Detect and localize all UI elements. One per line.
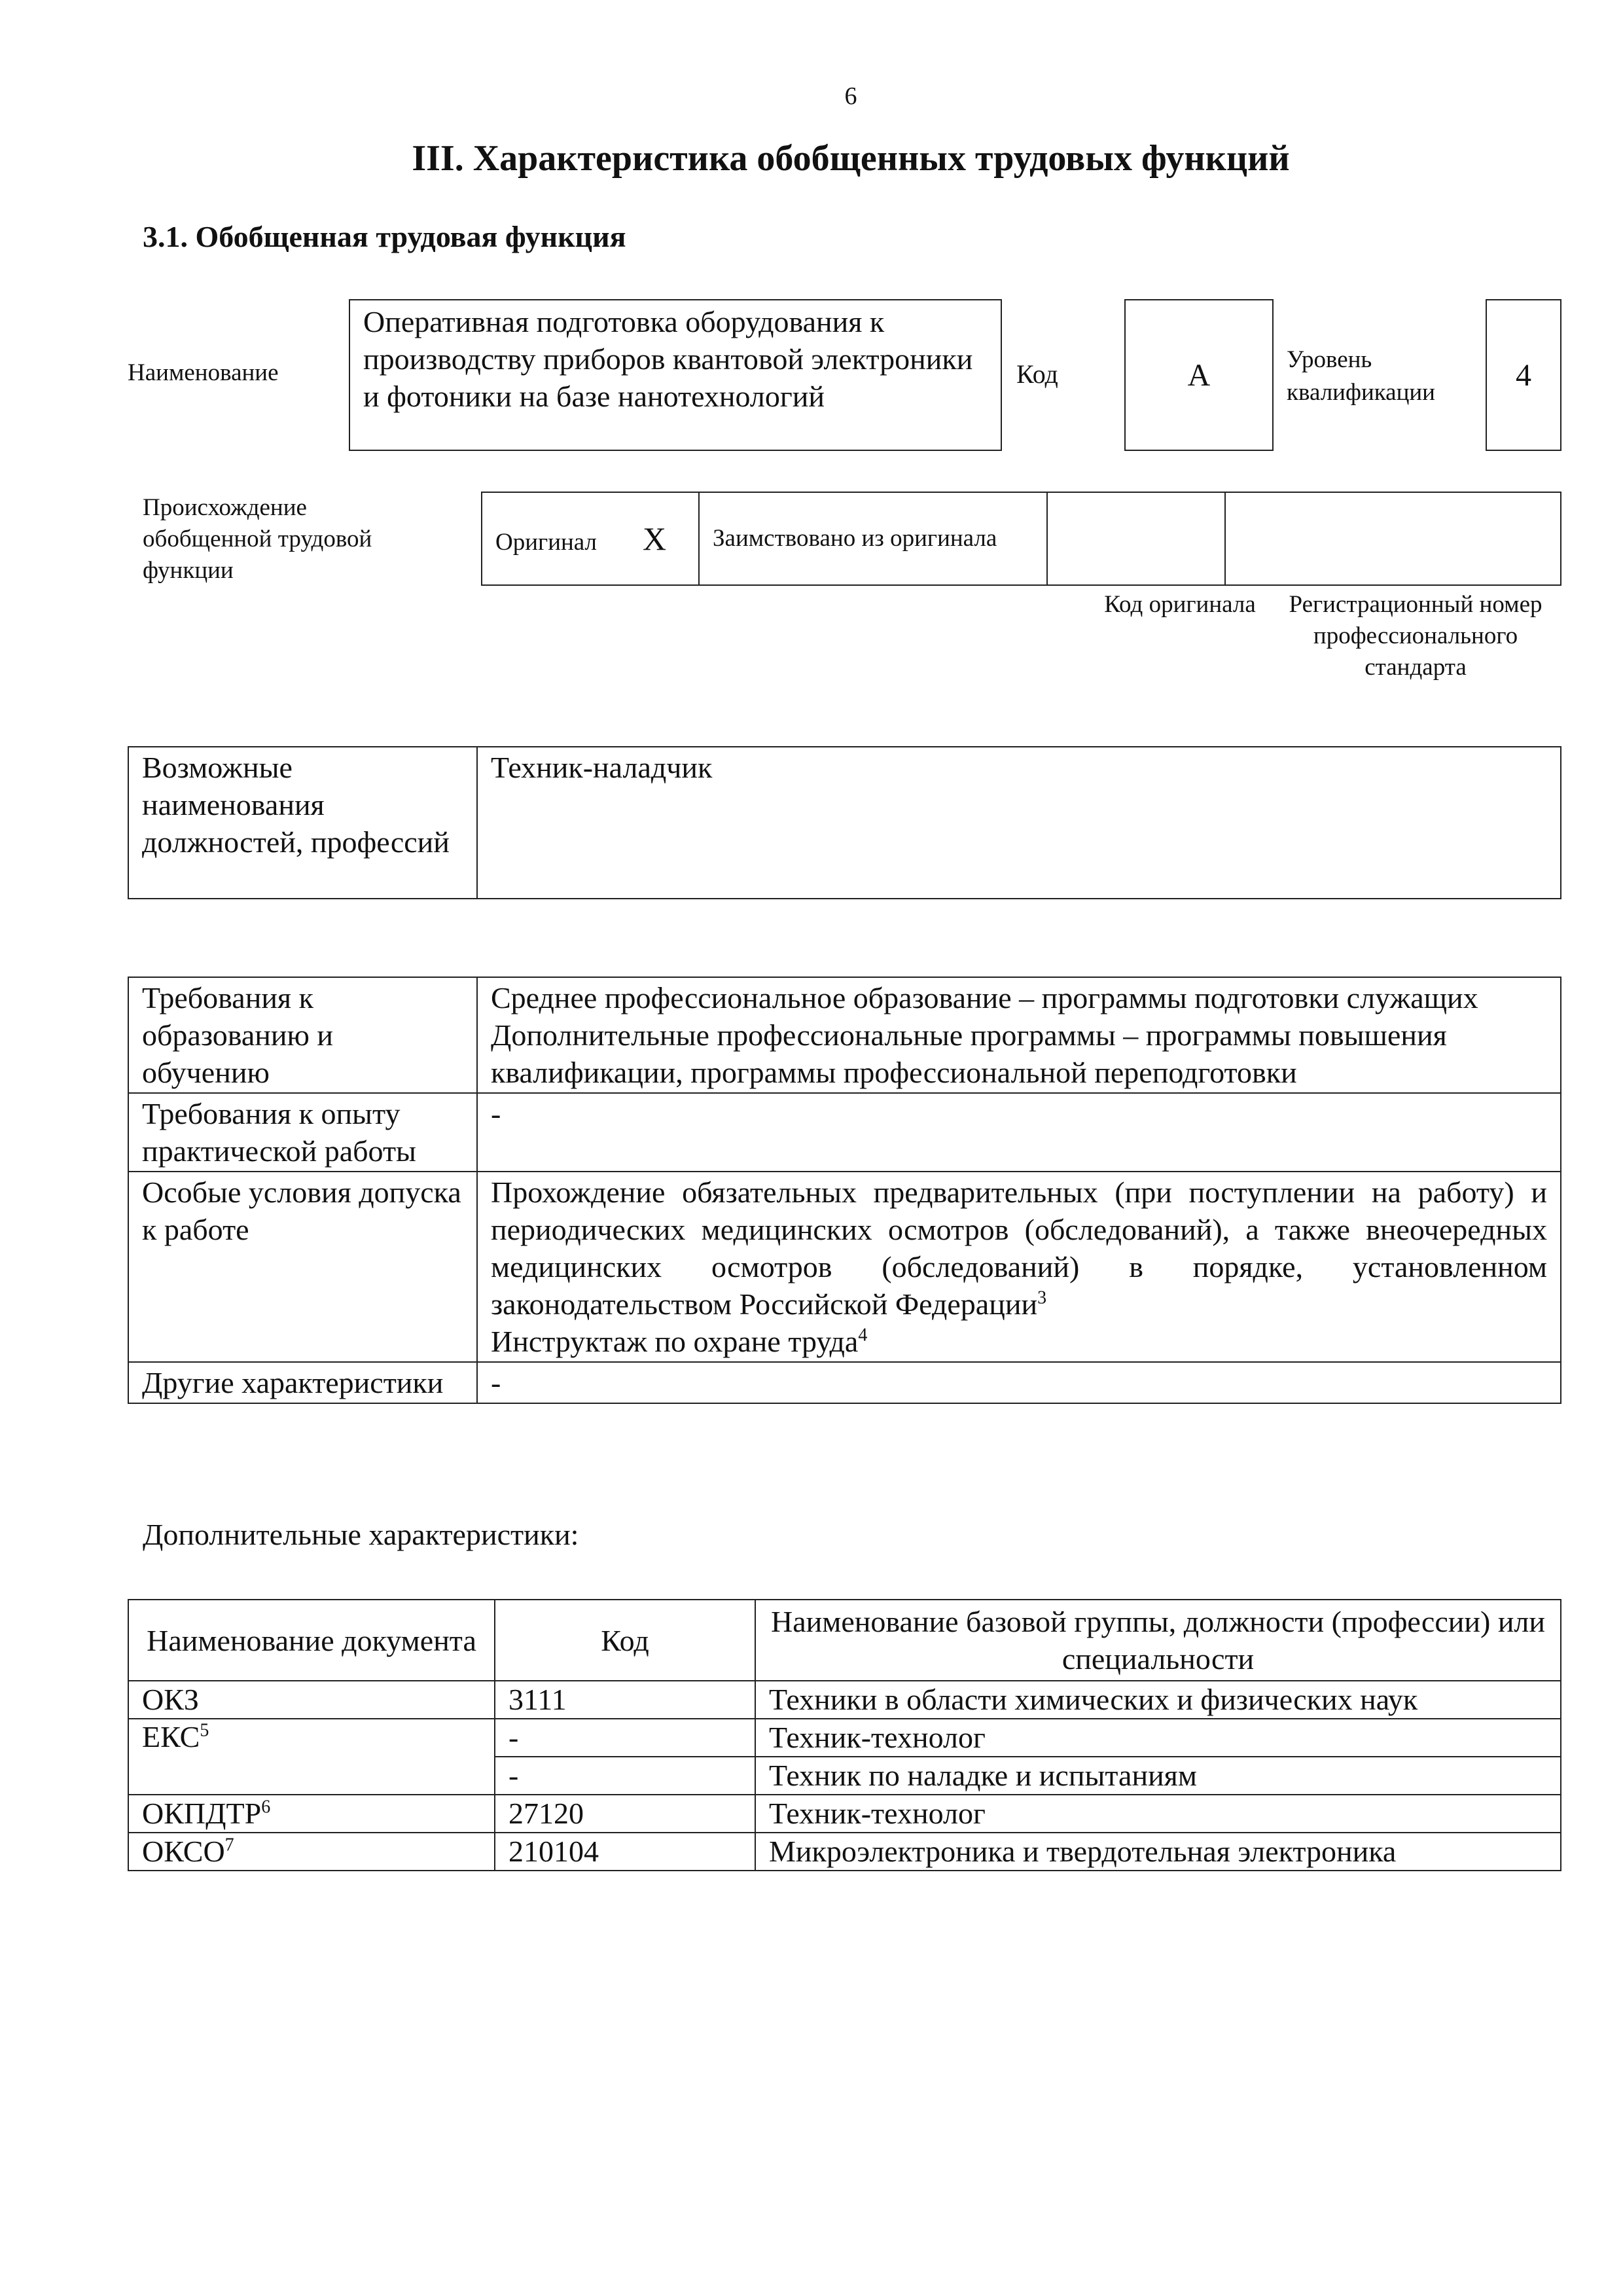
row-doc — [128, 1795, 495, 1833]
row-code: 210104 — [495, 1833, 755, 1871]
experience-value: - — [477, 1093, 1561, 1172]
conditions-text — [491, 1174, 1547, 1323]
conditions-line-2 — [491, 1323, 1547, 1360]
function-name-label: Наименование — [128, 359, 279, 386]
education-cell — [477, 977, 1561, 1093]
origin-reg-number-cell — [1225, 492, 1561, 585]
function-name-box — [349, 299, 1002, 451]
other-label: Другие характеристики — [128, 1362, 477, 1403]
origin-reg-caption: Регистрационный номер профессионального стандарта — [1289, 591, 1543, 681]
table-row — [128, 1093, 1561, 1172]
table-row — [128, 1719, 1561, 1757]
origin-original-cell — [482, 492, 699, 585]
table-header-row — [128, 1600, 1561, 1681]
row-code: 3111 — [495, 1681, 755, 1719]
row-doc — [128, 1833, 495, 1871]
conditions-line-2-body: Инструктаж по охране труда — [491, 1325, 859, 1358]
conditions-text-body: Прохождение обязательных предварительных (при поступлении на работу) и периодических медицинских осмотров (обследований), а также внеочередных медицинских осмотров (обследований) в порядке, установленном законодательством Российской Федерации — [491, 1175, 1547, 1321]
footnote-4: 4 — [858, 1325, 868, 1346]
footnote-6: 6 — [261, 1797, 271, 1818]
origin-borrowed-cell — [699, 492, 1047, 585]
page-number: 6 — [844, 82, 857, 110]
function-code-box — [1124, 299, 1274, 451]
additional-table — [128, 1599, 1561, 1871]
table-row — [128, 1681, 1561, 1719]
origin-label: Происхождение обобщенной трудовой функции — [143, 494, 372, 584]
education-line-1: Среднее профессиональное образование – программы подготовки служащих — [491, 981, 1478, 1014]
footnote-5: 5 — [200, 1720, 209, 1741]
table-row — [128, 1833, 1561, 1871]
function-name-value: Оперативная подготовка оборудования к производству приборов квантовой электроники и фотоники на базе нанотехнологий — [363, 305, 973, 413]
origin-table — [481, 492, 1561, 586]
doc-name: ОКСО — [142, 1835, 225, 1868]
education-line-2: Дополнительные профессиональные программы – программы повышения квалификации, программы профессиональной переподготовки — [491, 1018, 1447, 1089]
row-code: 27120 — [495, 1795, 755, 1833]
origin-original-label: Оригинал — [495, 529, 597, 556]
conditions-cell — [477, 1172, 1561, 1362]
footnote-7: 7 — [224, 1835, 234, 1856]
section-title: III. Характеристика обобщенных трудовых функций — [412, 138, 1290, 179]
row-name: Техники в области химических и физических наук — [755, 1681, 1561, 1719]
row-code: - — [495, 1757, 755, 1795]
header-code: Код — [495, 1600, 755, 1681]
additional-title: Дополнительные характеристики: — [143, 1518, 579, 1551]
row-code: - — [495, 1719, 755, 1757]
table-row — [128, 1362, 1561, 1403]
header-doc: Наименование документа — [128, 1600, 495, 1681]
row-name: Техник-технолог — [755, 1795, 1561, 1833]
qualification-level-label: Уровень квалификации — [1287, 346, 1435, 406]
origin-original-mark: X — [643, 520, 667, 557]
row-name: Техник-технолог — [755, 1719, 1561, 1757]
requirements-table — [128, 977, 1561, 1404]
subsection-title: 3.1. Обобщенная трудовая функция — [143, 220, 626, 253]
conditions-label: Особые условия допуска к работе — [128, 1172, 477, 1362]
doc-name: ОКЗ — [142, 1683, 199, 1716]
doc-name: ЕКС — [142, 1720, 200, 1753]
footnote-3: 3 — [1037, 1287, 1047, 1308]
positions-table — [128, 746, 1561, 899]
origin-borrowed-label: Заимствовано из оригинала — [713, 525, 997, 552]
row-doc — [128, 1719, 495, 1795]
education-label: Требования к образованию и обучению — [128, 977, 477, 1093]
positions-value: Техник-наладчик — [477, 747, 1561, 899]
experience-label: Требования к опыту практической работы — [128, 1093, 477, 1172]
qualification-level-box — [1486, 299, 1561, 451]
row-doc — [128, 1681, 495, 1719]
function-code-label: Код — [1016, 359, 1058, 389]
row-name: Техник по наладке и испытаниям — [755, 1757, 1561, 1795]
table-row — [128, 1172, 1561, 1362]
table-row — [128, 977, 1561, 1093]
row-name: Микроэлектроника и твердотельная электроника — [755, 1833, 1561, 1871]
doc-name: ОКПДТР — [142, 1797, 262, 1830]
table-row — [128, 1795, 1561, 1833]
header-name: Наименование базовой группы, должности (профессии) или специальности — [755, 1600, 1561, 1681]
qualification-level-value: 4 — [1516, 357, 1531, 393]
positions-label: Возможные наименования должностей, профессий — [128, 747, 477, 899]
origin-code-cell — [1047, 492, 1225, 585]
other-value: - — [477, 1362, 1561, 1403]
function-code-value: A — [1187, 357, 1211, 393]
origin-code-caption: Код оригинала — [1104, 591, 1256, 618]
